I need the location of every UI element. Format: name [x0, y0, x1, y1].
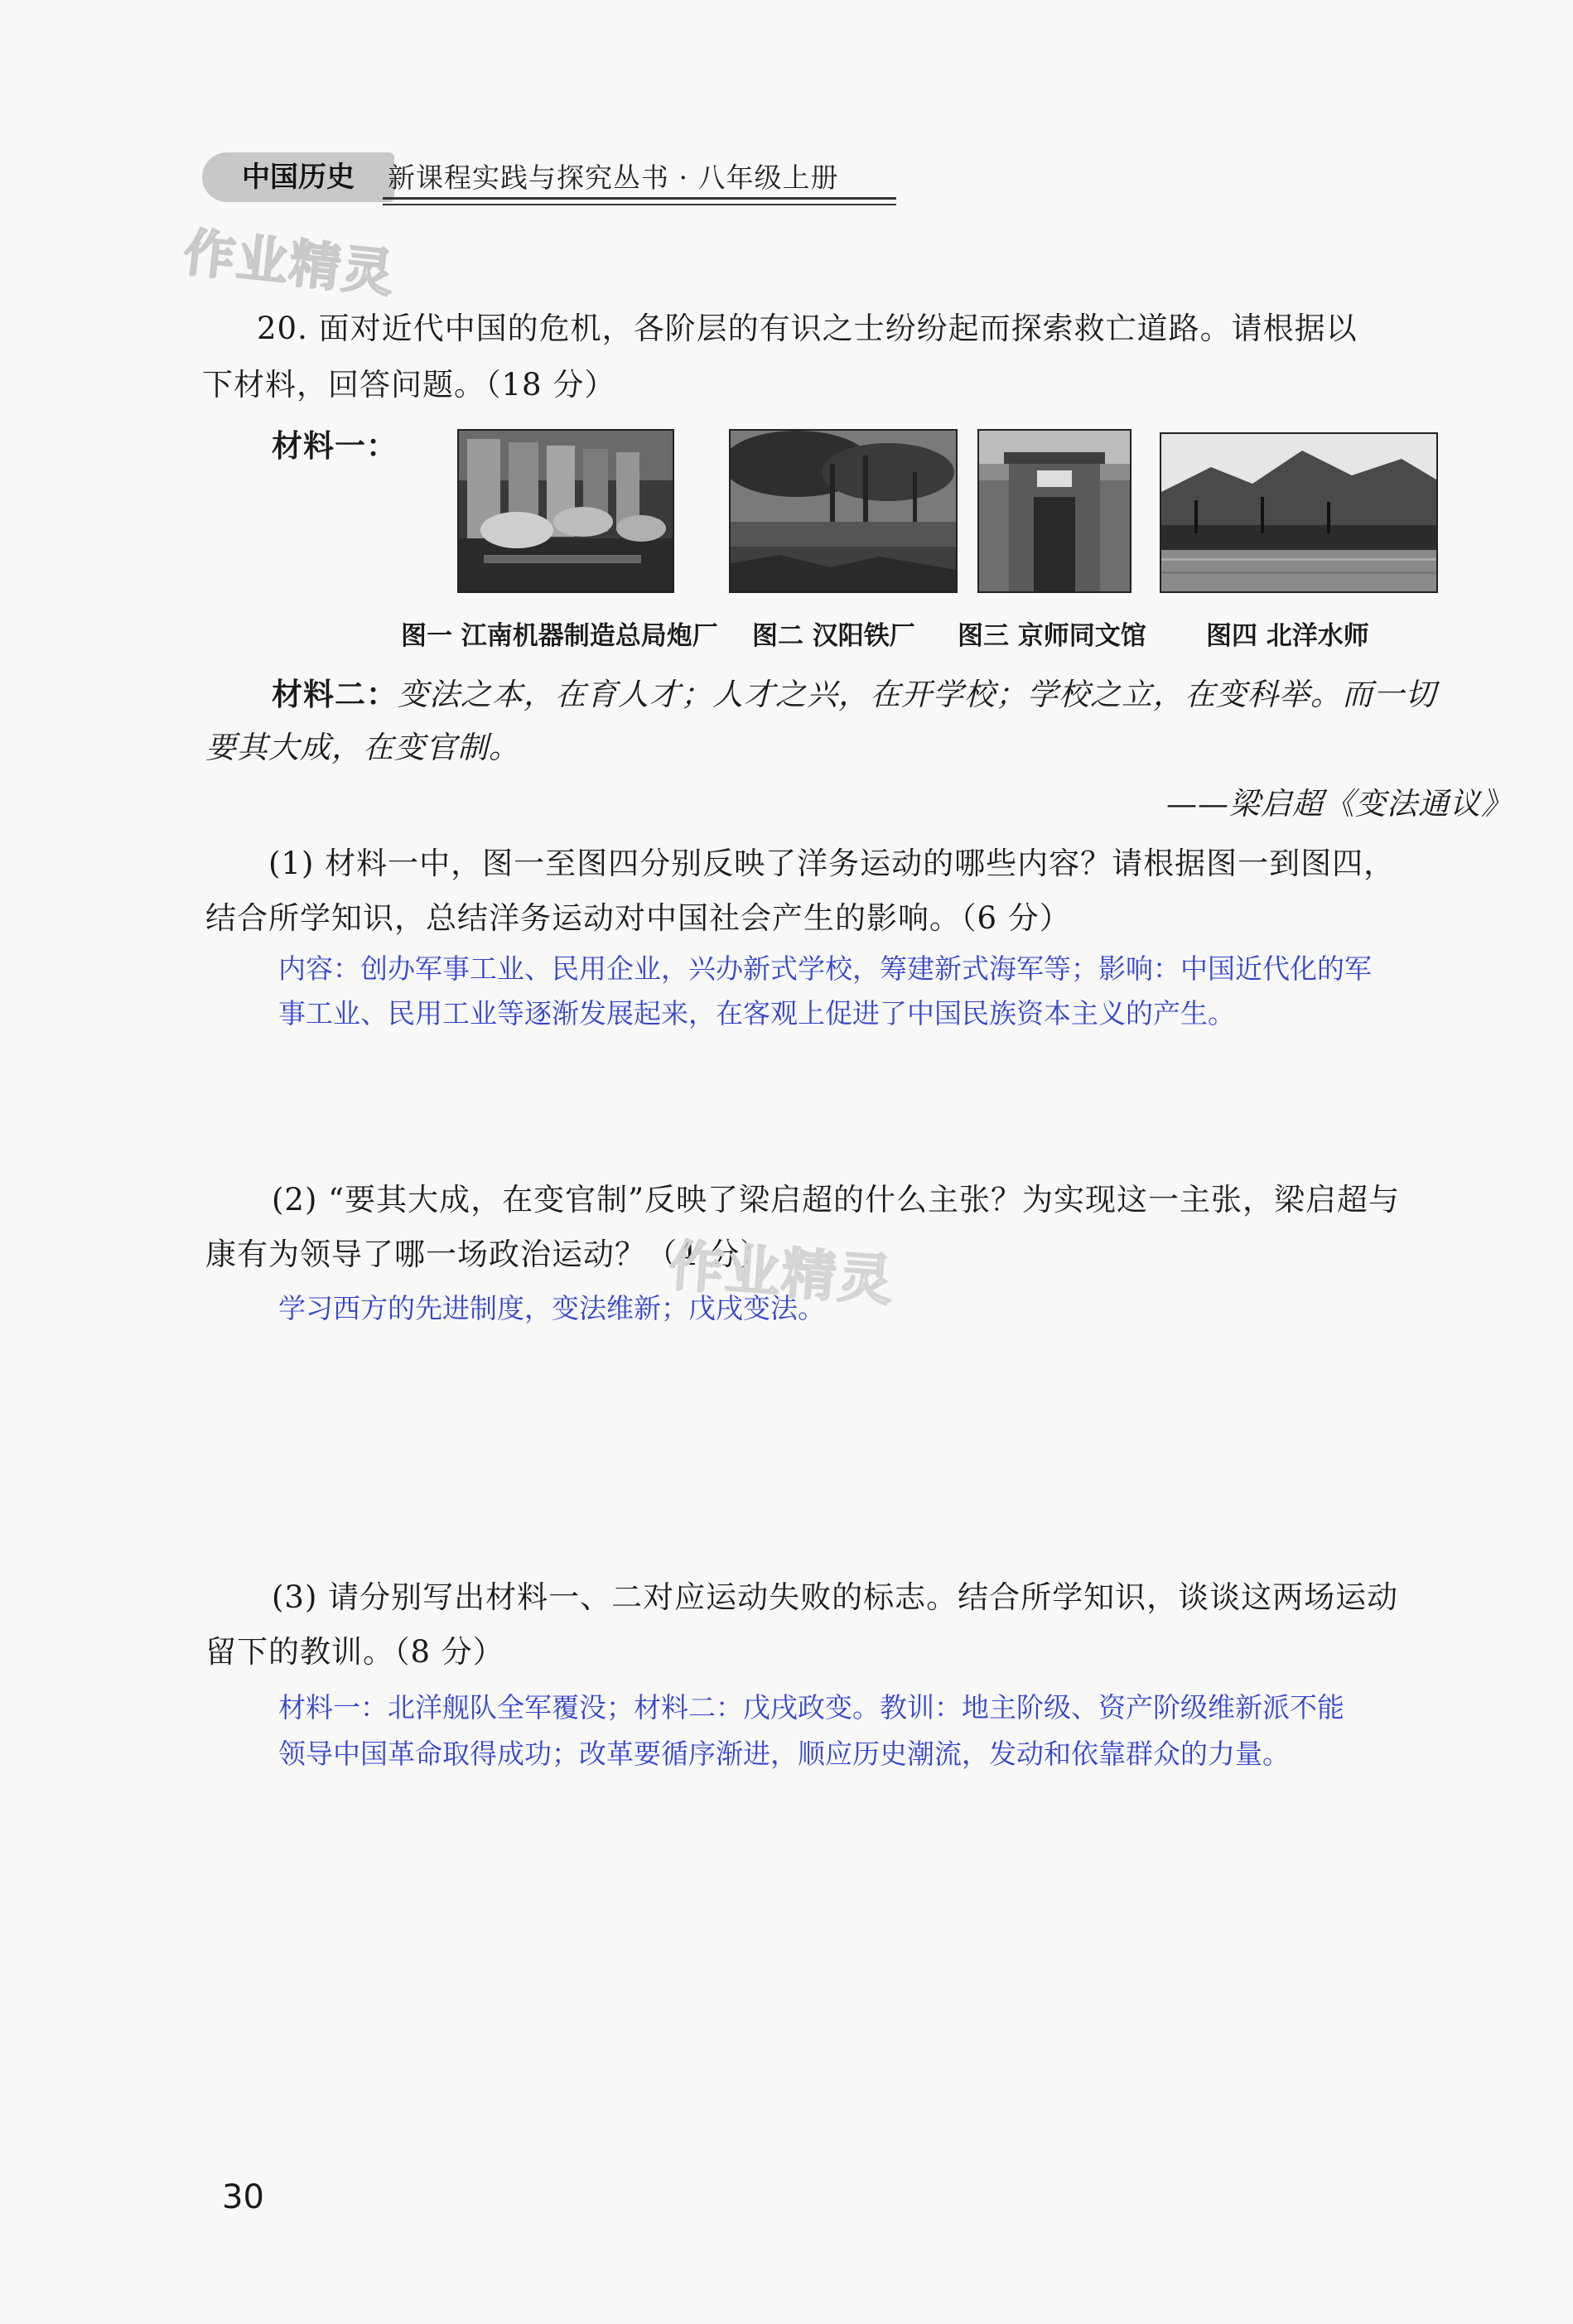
q1-answer-line-1: 内容：创办军事工业、民用企业，兴办新式学校，筹建新式海军等；影响：中国近代化的军 — [278, 952, 1372, 985]
q3-line-1: (3) 请分别写出材料一、二对应运动失败的标志。结合所学知识，谈谈这两场运动 — [272, 1579, 1399, 1615]
watermark-overlay: 作业精灵 — [667, 1233, 896, 1314]
caption-figure-4: 图四 北洋水师 — [1206, 621, 1369, 651]
material2-line-1 — [272, 674, 1436, 716]
series-title: 新课程实践与探究丛书 · 八年级上册 — [388, 162, 839, 194]
question-line-2: 下材料，回答问题。（18 分） — [202, 367, 616, 403]
caption-figure-1: 图一 江南机器制造总局炮厂 — [401, 621, 718, 651]
material1-label: 材料一： — [272, 428, 398, 464]
material2-text-1: 变法之本，在育人才；人才之兴，在开学校；学校之立，在变科举。而一切 — [398, 677, 1436, 712]
material2-source: ——梁启超《变法通议》 — [1166, 786, 1513, 822]
watermark: 作业精灵 — [181, 221, 398, 305]
caption-figure-2: 图二 汉阳铁厂 — [752, 621, 915, 651]
q3-line-2: 留下的教训。（8 分） — [205, 1634, 504, 1670]
subject-tab: 中国历史 — [202, 152, 394, 202]
page-number: 30 — [222, 2178, 264, 2216]
photo-beiyang-fleet — [1160, 432, 1438, 593]
photo-hanyang-ironworks — [729, 429, 958, 593]
header-rule — [383, 197, 896, 200]
q2-line-2: 康有为领导了哪一场政治运动？（4 分） — [205, 1237, 772, 1272]
photo-jiangnan-arsenal — [457, 429, 674, 593]
q1-line-2: 结合所学知识，总结洋务运动对中国社会产生的影响。（6 分） — [205, 900, 1071, 936]
q3-answer-line-1: 材料一：北洋舰队全军覆没；材料二：戊戌政变。教训：地主阶级、资产阶级维新派不能 — [278, 1691, 1344, 1724]
caption-figure-3: 图三 京师同文馆 — [958, 621, 1146, 651]
q1-answer-line-2: 事工业、民用工业等逐渐发展起来，在客观上促进了中国民族资本主义的产生。 — [278, 997, 1235, 1029]
material2-label: 材料二： — [272, 677, 398, 712]
material2-line-2: 要其大成，在变官制。 — [205, 730, 520, 765]
q1-line-1: (1) 材料一中，图一至图四分别反映了洋务运动的哪些内容？请根据图一到图四， — [268, 846, 1396, 881]
question-line-1: 20. 面对近代中国的危机，各阶层的有识之士纷纷起而探索救亡道路。请根据以 — [257, 311, 1358, 346]
header-rule-secondary — [383, 204, 896, 205]
q3-answer-line-2: 领导中国革命取得成功；改革要循序渐进，顺应历史潮流，发动和依靠群众的力量。 — [278, 1738, 1290, 1770]
q2-answer-line-1: 学习西方的先进制度，变法维新；戊戌变法。 — [278, 1292, 825, 1324]
q2-line-1: (2) “要其大成，在变官制”反映了梁启超的什么主张？为实现这一主张，梁启超与 — [272, 1182, 1401, 1217]
photo-tongwen-guan — [977, 429, 1131, 593]
